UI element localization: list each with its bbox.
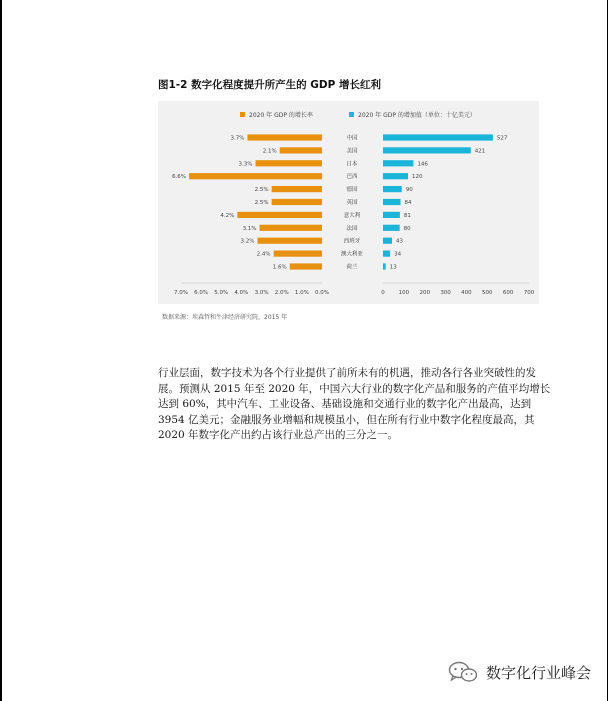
- figure-title: 图1-2 数字化程度提升所产生的 GDP 增长红利: [158, 79, 381, 91]
- added-value-bar: [383, 147, 471, 153]
- category-label: 法国: [346, 225, 358, 232]
- left-axis-tick: 6.0%: [194, 290, 209, 296]
- category-label: 荷兰: [346, 264, 358, 271]
- added-value-label: 34: [394, 251, 402, 258]
- added-value-bar: [383, 263, 386, 269]
- right-axis-tick: 100: [398, 290, 410, 296]
- paragraph-line: 2020 年数字化产出约占该行业总产出的三分之一。: [158, 429, 399, 442]
- body-paragraph: [158, 366, 550, 444]
- growth-rate-label: 3.3%: [238, 161, 253, 168]
- growth-rate-label: 2.1%: [262, 148, 277, 155]
- added-value-label: 90: [405, 187, 413, 194]
- growth-rate-bar: [189, 173, 322, 179]
- growth-rate-label: 6.6%: [172, 174, 187, 181]
- growth-rate-label: 2.4%: [256, 251, 271, 258]
- growth-rate-bar: [247, 134, 322, 140]
- category-label: 英国: [346, 200, 358, 206]
- figure-source: 数据来源：埃森哲和牛津经济研究院，2015 年: [162, 314, 288, 321]
- watermark: [448, 661, 591, 683]
- paragraph-line: 展。预测从 2015 年至 2020 年，中国六大行业的数字化产品和服务的产值平均增长: [158, 382, 551, 395]
- added-value-label: 13: [389, 264, 397, 271]
- left-axis-tick: 2.0%: [274, 290, 289, 296]
- growth-rate-label: 1.6%: [272, 264, 287, 271]
- category-label: 美国: [346, 148, 358, 155]
- left-axis-tick: 3.0%: [254, 290, 269, 296]
- growth-rate-label: 3.2%: [240, 238, 255, 245]
- added-value-label: 527: [496, 135, 508, 142]
- added-value-bar: [383, 160, 413, 166]
- right-axis-tick: 300: [440, 290, 451, 296]
- added-value-label: 43: [395, 238, 403, 245]
- wechat-icon: [448, 661, 478, 683]
- watermark-text: 数字化行业峰会: [486, 663, 592, 682]
- paragraph-line: 达到 60%，其中汽车、工业设备、基础设施和交通行业的数字化产出最高，达到: [158, 398, 532, 411]
- left-axis-tick: 0.0%: [315, 290, 329, 296]
- added-value-bar: [383, 186, 402, 192]
- growth-rate-bar: [260, 225, 322, 231]
- added-value-bar: [383, 238, 392, 244]
- category-label: 意大利: [343, 212, 361, 219]
- paragraph-line: 行业层面，数字技术为各个行业提供了前所未有的机遇，推动各行各业突破性的发: [158, 367, 536, 379]
- growth-rate-bar: [280, 147, 322, 153]
- added-value-bar: [383, 199, 401, 205]
- added-value-bar: [383, 134, 493, 140]
- added-value-label: 120: [412, 174, 423, 181]
- growth-rate-label: 3.1%: [242, 225, 257, 232]
- left-axis-tick: 5.0%: [214, 290, 229, 296]
- right-axis-tick: 0: [381, 290, 385, 296]
- growth-rate-bar: [272, 199, 322, 205]
- category-label: 澳大利亚: [340, 251, 364, 258]
- growth-rate-bar: [272, 186, 322, 192]
- growth-rate-label: 2.5%: [254, 200, 269, 206]
- category-label: 德国: [346, 187, 358, 194]
- growth-rate-bar: [258, 238, 322, 244]
- growth-rate-label: 2.5%: [254, 187, 269, 194]
- right-axis-tick: 700: [523, 290, 535, 296]
- right-axis-tick: 500: [482, 290, 493, 296]
- paragraph-line: 3954 亿美元；金融服务业增幅和规模虽小，但在所有行业中数字化程度最高，其: [158, 413, 535, 426]
- legend-label-added-value: 2020 年 GDP 的增加值（单位：十亿美元）: [358, 112, 476, 119]
- right-axis-tick: 400: [461, 290, 472, 296]
- category-label: 日本: [346, 161, 358, 168]
- added-value-bar: [383, 225, 400, 231]
- category-label: 巴西: [346, 174, 358, 181]
- left-axis-tick: 4.0%: [234, 290, 249, 296]
- added-value-label: 81: [403, 212, 411, 219]
- left-axis-tick: 1.0%: [294, 290, 309, 296]
- growth-rate-bar: [256, 160, 322, 166]
- added-value-bar: [383, 251, 390, 257]
- right-axis-tick: 200: [419, 290, 430, 296]
- added-value-label: 421: [474, 148, 486, 155]
- added-value-bar: [383, 212, 400, 218]
- right-axis-tick: 600: [502, 290, 514, 296]
- added-value-bar: [383, 173, 408, 179]
- growth-rate-bar: [237, 212, 322, 218]
- left-axis-tick: 7.0%: [174, 290, 188, 296]
- added-value-label: 146: [417, 161, 428, 168]
- category-label: 西班牙: [343, 238, 361, 245]
- growth-rate-bar: [274, 251, 322, 257]
- growth-rate-bar: [290, 263, 322, 269]
- category-label: 中国: [346, 135, 358, 142]
- legend-label-growth-rate: 2020 年 GDP 的增长率: [249, 112, 313, 119]
- added-value-label: 84: [404, 200, 412, 206]
- growth-rate-label: 3.7%: [230, 135, 245, 142]
- added-value-label: 80: [403, 225, 411, 232]
- growth-rate-label: 4.2%: [220, 212, 235, 219]
